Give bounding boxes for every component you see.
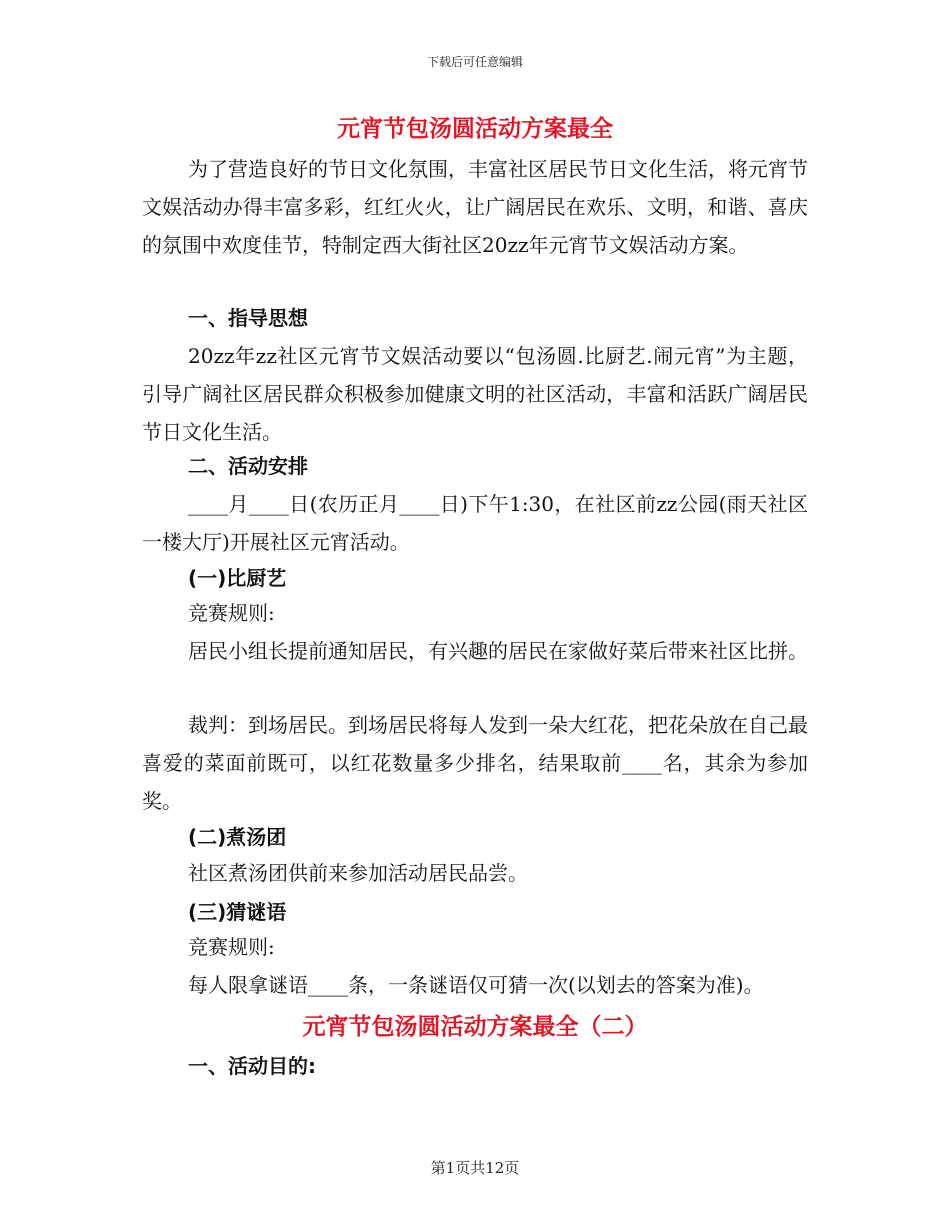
riddles-rule-label: 竞赛规则: — [188, 935, 275, 959]
activity-arrangement-paragraph: ____月____日(农历正月____日)下午1:30，在社区前zz公园(雨天社区一楼大厅)开展社区元宵活动。 — [142, 492, 808, 554]
section-heading-activity-arrangement: 二、活动安排 — [188, 454, 308, 478]
subsection-heading-cooking: (一)比厨艺 — [188, 566, 287, 590]
section-heading-activity-purpose: 一、活动目的: — [188, 1054, 316, 1078]
cooking-rule-label: 竞赛规则: — [188, 601, 275, 625]
subsection-heading-tangyuan: (二)煮汤团 — [188, 825, 287, 849]
document-title: 元宵节包汤圆活动方案最全 — [337, 116, 613, 142]
page-header: 下载后可任意编辑 — [426, 55, 523, 69]
cooking-rule-paragraph: 居民小组长提前通知居民，有兴趣的居民在家做好菜后带来社区比拼。 — [188, 639, 808, 663]
page-footer: 第1页共12页 — [430, 1159, 520, 1177]
section-heading-guiding-ideology: 一、指导思想 — [188, 306, 308, 330]
document-title-part-two: 元宵节包汤圆活动方案最全（二） — [302, 1014, 648, 1040]
guiding-ideology-paragraph: 20zz年zz社区元宵节文娱活动要以“包汤圆.比厨艺.闹元宵”为主题，引导广阔社区居民群众积极参加健康文明的社区活动，丰富和活跃广阔居民节日文化生活。 — [142, 344, 808, 444]
cooking-judge-paragraph: 裁判：到场居民。到场居民将每人发到一朵大红花，把花朵放在自己最喜爱的菜面前既可，以红花数量多少排名，结果取前____名，其余为参加奖。 — [142, 713, 808, 813]
intro-paragraph: 为了营造良好的节日文化氛围，丰富社区居民节日文化生活，将元宵节文娱活动办得丰富多彩，红红火火，让广阔居民在欢乐、文明，和谐、喜庆的氛围中欢度佳节，特制定西大街社区20zz年元宵节文娱活动方案。 — [142, 157, 808, 257]
riddles-rule-paragraph: 每人限拿谜语____条，一条谜语仅可猜一次(以划去的答案为准)。 — [188, 973, 764, 997]
subsection-heading-riddles: (三)猜谜语 — [188, 900, 287, 924]
tangyuan-paragraph: 社区煮汤团供前来参加活动居民品尝。 — [188, 861, 528, 885]
